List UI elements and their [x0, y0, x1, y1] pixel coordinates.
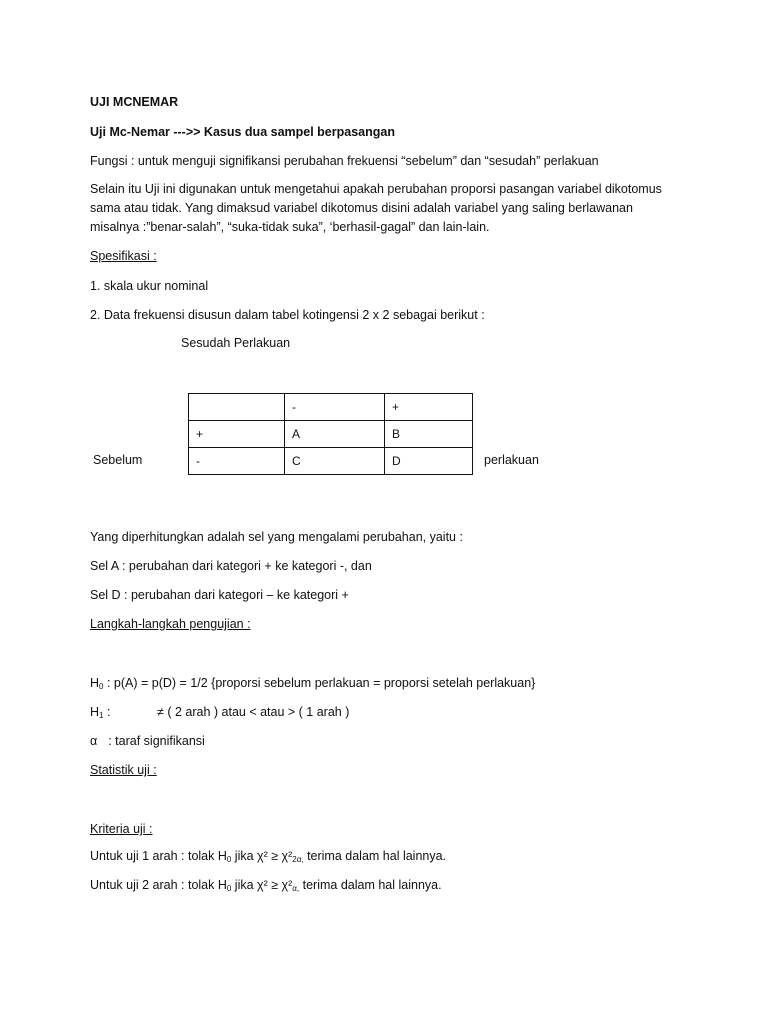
uji1-prefix: Untuk uji 1 arah : tolak H	[90, 849, 227, 863]
spesifikasi-item-2: 2. Data frekuensi disusun dalam tabel kotingensi 2 x 2 sebagai berikut :	[90, 308, 485, 322]
uji2-subscript: 0	[226, 884, 232, 893]
subtitle-line	[90, 124, 395, 140]
table-cell: B	[385, 421, 473, 448]
uji2-prefix: Untuk uji 2 arah : tolak H	[90, 878, 227, 892]
alpha-text: : taraf signifikansi	[108, 734, 205, 748]
description-paragraph: Selain itu Uji ini digunakan untuk mengetahui apakah perubahan proporsi pasangan variabel dikotomus sama atau tidak. Yang dimaksud variabel dikotomus disini adalah variabel yang saling berlawanan misalnya :”benar-salah”, “suka-tidak suka”, ‘berhasil-gagal” dan lain-lain.	[90, 182, 662, 234]
sel-d-line: Sel D : perubahan dari kategori – ke kategori +	[90, 588, 349, 602]
perubahan-intro: Yang diperhitungkan adalah sel yang mengalami perubahan, yaitu :	[90, 530, 463, 544]
uji2-mid: jika χ² ≥ χ²	[231, 878, 293, 892]
sel-a-line: Sel A : perubahan dari kategori + ke kategori -, dan	[90, 559, 372, 573]
h1-subscript: 1	[99, 711, 104, 720]
table-left-label: Sebelum	[93, 453, 143, 467]
h1-line	[90, 704, 110, 724]
table-cell: -	[285, 394, 385, 421]
spesifikasi-item-1: 1. skala ukur nominal	[90, 279, 209, 293]
h0-subscript: 0	[99, 682, 104, 691]
statistik-heading: Statistik uji :	[90, 763, 157, 777]
table-right-label: perlakuan	[484, 453, 539, 467]
table-cell: +	[189, 421, 285, 448]
uji1-subscript: 0	[226, 855, 232, 864]
h1-label: H	[90, 705, 100, 719]
uji1-suffix: terima dalam hal lainnya.	[303, 849, 447, 863]
h1-colon: :	[103, 705, 111, 719]
kriteria-uji-1	[90, 848, 446, 868]
kriteria-uji-2	[90, 877, 442, 897]
table-row	[189, 448, 473, 475]
langkah-heading: Langkah-langkah pengujian :	[90, 617, 251, 631]
h0-label: H	[90, 676, 100, 690]
uji2-suffix: terima dalam hal lainnya.	[299, 878, 442, 892]
kriteria-heading: Kriteria uji :	[90, 822, 153, 836]
table-cell	[189, 394, 285, 421]
table-cell: A	[285, 421, 385, 448]
fungsi-line: Fungsi : untuk menguji signifikansi perubahan frekuensi “sebelum” dan “sesudah” perlakuan	[90, 154, 599, 168]
h1-text: ≠ ( 2 arah ) atau < atau > ( 1 arah )	[157, 705, 350, 719]
contingency-table	[188, 393, 473, 475]
h0-text: : p(A) = p(D) = 1/2 {proporsi sebelum perlakuan = proporsi setelah perlakuan}	[103, 676, 536, 690]
document-title: UJI MCNEMAR	[90, 95, 179, 109]
table-cell: +	[385, 394, 473, 421]
table-top-label: Sesudah Perlakuan	[181, 336, 291, 350]
subtitle-bold: > Kasus dua sampel berpasangan	[193, 125, 395, 139]
subtitle-prefix: Uji Mc-Nemar --->	[90, 125, 194, 139]
table-cell: D	[385, 448, 473, 475]
uji1-mid: jika χ² ≥ χ²	[231, 849, 293, 863]
spesifikasi-heading: Spesifikasi :	[90, 249, 157, 263]
h0-line	[90, 675, 535, 695]
uji2-subscript-alpha: α,	[292, 884, 300, 893]
alpha-symbol: α	[90, 734, 98, 748]
uji1-subscript-alpha: 2α,	[292, 855, 304, 864]
alpha-line	[90, 733, 205, 749]
table-row	[189, 421, 473, 448]
table-row	[189, 394, 473, 421]
table-cell: -	[189, 448, 285, 475]
table-cell: C	[285, 448, 385, 475]
